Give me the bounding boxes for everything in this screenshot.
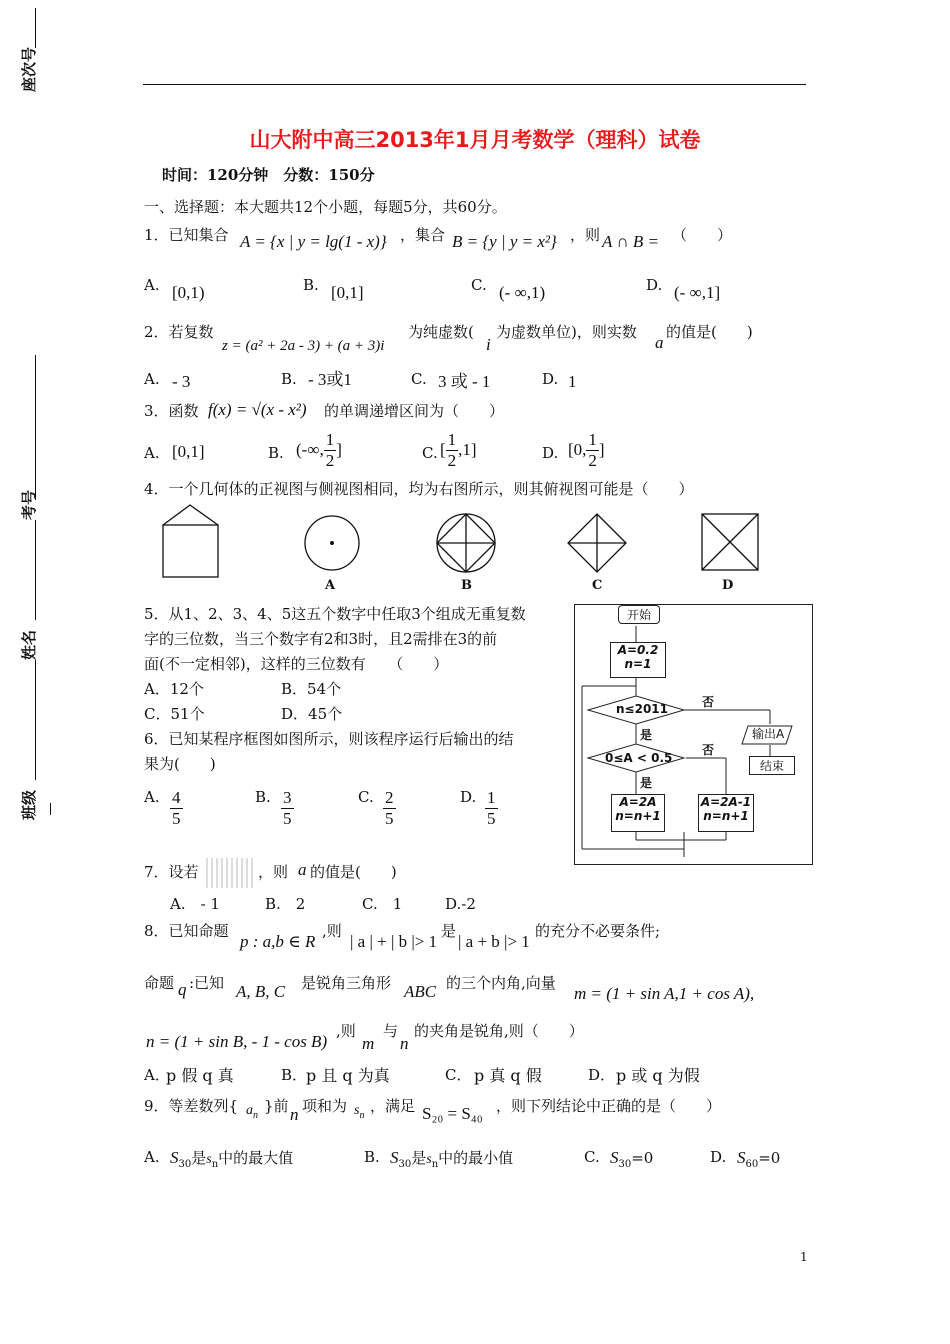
q1-opt-d: D.: [646, 276, 663, 294]
q3-opt-b: B.: [268, 444, 284, 462]
q7-a: a: [298, 860, 307, 879]
q3-end: 的单调递增区间为（ ）: [324, 402, 505, 420]
q1-set-b: B = {y | y = x²}: [452, 232, 557, 251]
q8-opt-b-val: p 且 q 为真: [306, 1066, 390, 1085]
flow-yes-1: 是: [640, 728, 653, 742]
q1-set-a: A = {x | y = lg(1 - x)}: [240, 232, 387, 251]
q9-opt-b-val: $S_{30}$是$s_n$中的最小值: [390, 1148, 514, 1170]
q7-garbled-formula: [206, 858, 256, 888]
q8-abc: A, B, C: [236, 982, 286, 1001]
q3-opt-d-val: [0, $\frac{1}{2}$ ]: [568, 430, 605, 471]
q5-opt-c: C．51个: [144, 705, 205, 723]
q3-prefix: 3．函数: [144, 402, 199, 420]
q8-is: 是: [441, 922, 457, 940]
q8-opt-d: D．: [588, 1066, 616, 1084]
q8-tri: ABC: [404, 982, 437, 1001]
q6-opt-d-val: $\frac{1}{5}$: [487, 788, 496, 829]
page-number: 1: [800, 1250, 808, 1264]
q2-mid2: 为虚数单位)，则实数: [496, 323, 637, 341]
option-d-figure: [702, 514, 758, 570]
q2-prefix: 2．若复数: [144, 323, 214, 341]
q2-mid: 为纯虚数(: [408, 323, 474, 341]
exam-meta: 时间：120分钟 分数：150分: [162, 166, 375, 184]
binding-line-top: [35, 8, 36, 48]
header-rule: [143, 84, 806, 85]
flow-end: 结束: [749, 756, 795, 775]
q8-l2d: 的三个内角,向量: [446, 974, 556, 992]
q6-line1: 6．已知某程序框图如图所示，则该程序运行后输出的结: [144, 730, 514, 748]
q4-label-c: C: [592, 578, 603, 593]
q4-label-b: B: [461, 578, 472, 593]
flow-init: [610, 642, 666, 678]
flow-init-a: A=0.2: [617, 643, 659, 657]
q2-opt-b-val: - 3或1: [308, 370, 352, 389]
front-view-figure: [163, 505, 218, 577]
q8-opt-c-val: p 真 q 假: [474, 1066, 542, 1085]
flow-output: 输出A: [752, 727, 785, 741]
q9-opt-c: C.: [584, 1148, 600, 1166]
q7-end: 的值是( ): [310, 863, 397, 881]
q1-opt-b-val: [0,1]: [331, 283, 364, 302]
q3-opt-c: C.: [422, 444, 438, 462]
q9-opt-c-val: $S_{30}=0$: [610, 1148, 654, 1170]
q8-p: p : a,b ∈ R: [240, 932, 316, 951]
flow-no-2: 否: [702, 743, 715, 757]
binding-line-name: [35, 520, 36, 620]
flow-branch-2: A=2A-1 n=n+1: [698, 794, 754, 832]
q3-expr: f(x) = √(x - x²): [208, 400, 307, 419]
name-label: 姓名: [20, 629, 38, 660]
q5-line1: 5．从1、2、3、4、5这五个数字中任取3个组成无重复数: [144, 605, 526, 623]
q2-end: 的值是( ): [666, 323, 753, 341]
option-c-figure: [568, 514, 626, 572]
q6-opt-d: D.: [460, 788, 477, 806]
q1-opt-a-val: [0,1): [172, 283, 205, 302]
q8-prefix: 8．已知命题: [144, 922, 229, 940]
q7-mid: ，则: [258, 863, 289, 881]
seat-label: 座次号: [20, 46, 38, 92]
q7-prefix: 7．设若: [144, 863, 199, 881]
q9-opt-d: D.: [710, 1148, 727, 1166]
flow-no-1: 否: [702, 695, 715, 709]
class-label: 班级: [20, 789, 38, 820]
q1-mid: ，集合: [400, 226, 446, 244]
q9-eq: S₂₀ = S₄₀: [422, 1104, 483, 1123]
q1-opt-d-val: (- ∞,1]: [674, 283, 721, 302]
flow-branch-1: A=2A n=n+1: [611, 794, 665, 832]
q8-l3b: 与: [383, 1022, 399, 1040]
page-title: 山大附中高三2013年1月月考数学（理科）试卷: [249, 128, 701, 152]
q2-opt-a-val: - 3: [172, 372, 191, 391]
q5-opt-a: A．12个: [144, 680, 204, 698]
q8-l2a: 命题: [144, 974, 175, 992]
q6-opt-a: A.: [144, 788, 160, 806]
q7-opt-a: A. - 1: [170, 895, 220, 913]
q8-q: q: [178, 980, 187, 999]
q8-e2: | a + b |> 1: [458, 932, 530, 951]
q7-opt-c: C. 1: [362, 895, 403, 913]
q1-opt-a: A.: [144, 276, 160, 294]
flow-init-n: n=1: [624, 657, 652, 671]
q8-l3a: ,则: [336, 1022, 356, 1040]
q1-prefix: 1．已知集合: [144, 226, 229, 244]
section-heading: 一、选择题：本大题共12个小题，每题5分，共60分。: [144, 198, 507, 216]
flow-cond2: 0≤A < 0.5: [605, 751, 673, 765]
q9-mid: }前: [264, 1097, 289, 1115]
q1-paren: （ ）: [672, 226, 733, 244]
q2-opt-c-val: 3 或 - 1: [438, 372, 491, 391]
q2-opt-b: B.: [281, 370, 297, 388]
q3-opt-a: A.: [144, 444, 160, 462]
q1-opt-b: B.: [303, 276, 319, 294]
q4-text: 4．一个几何体的正视图与侧视图相同，均为右图所示，则其俯视图可能是（ ）: [144, 480, 694, 498]
q9-mid2: 项和为: [302, 1097, 348, 1115]
q9-an: $a_n$: [246, 1103, 258, 1121]
option-b-figure: [437, 514, 495, 572]
q1-opt-c-val: (- ∞,1): [499, 283, 546, 302]
q9-sn: $s_n$: [354, 1103, 365, 1121]
q2-opt-c: C.: [411, 370, 427, 388]
q3-opt-b-val: (-∞, $\frac{1}{2}$ ]: [296, 430, 342, 471]
q8-opt-d-val: p 或 q 为假: [616, 1066, 700, 1085]
q5-line2: 字的三位数，当三个数字有2和3时，且2需排在3的前: [144, 630, 498, 648]
q5-opt-b: B．54个: [281, 680, 342, 698]
q2-i: i: [486, 335, 491, 354]
q6-opt-b: B.: [255, 788, 271, 806]
flow-start: 开始: [618, 605, 660, 624]
q1-opt-c: C.: [471, 276, 487, 294]
q2-a: a: [655, 333, 664, 352]
flow-cond1: n≤2011: [616, 702, 668, 716]
q8-mvec: m = (1 + sin A,1 + cos A),: [574, 984, 755, 1003]
q9-end: ，则下列结论中正确的是（ ）: [496, 1097, 722, 1115]
q9-opt-b: B.: [364, 1148, 380, 1166]
q1-then: ，则: [570, 226, 601, 244]
q7-opt-d: D.-2: [445, 895, 476, 913]
q8-end: 的充分不必要条件;: [535, 922, 661, 940]
q6-opt-c: C.: [358, 788, 374, 806]
option-a-dot: [330, 541, 334, 545]
q2-opt-d-val: 1: [568, 372, 577, 391]
q7-opt-b: B. 2: [265, 895, 306, 913]
q2-opt-d: D.: [542, 370, 559, 388]
q8-l2b: :已知: [189, 974, 225, 992]
q3-opt-a-val: [0,1]: [172, 442, 205, 461]
q8-opt-c: C．: [445, 1066, 472, 1084]
q8-e1: | a | + | b |> 1: [350, 932, 438, 951]
q6-opt-b-val: $\frac{3}{5}$: [283, 788, 292, 829]
q8-opt-a-val: p 假 q 真: [166, 1066, 234, 1085]
q4-label-d: D: [722, 578, 734, 593]
q9-opt-d-val: $S_{60}=0$: [737, 1148, 781, 1170]
q8-m: m: [362, 1034, 375, 1053]
class-dash: [50, 803, 51, 815]
q3-opt-c-val: [ $\frac{1}{2}$ ,1]: [440, 430, 477, 471]
q9-opt-a-val: $S_{30}$是$s_n$中的最大值: [170, 1148, 294, 1170]
q8-l2c: 是锐角三角形: [301, 974, 392, 992]
q9-n: n: [290, 1105, 299, 1124]
q3-opt-d: D.: [542, 444, 559, 462]
binding-line-mid: [35, 355, 36, 500]
q8-opt-b: B．: [281, 1066, 308, 1084]
q6-opt-a-val: $\frac{4}{5}$: [172, 788, 181, 829]
q6-opt-c-val: $\frac{2}{5}$: [385, 788, 394, 829]
q8-n: n: [400, 1034, 409, 1053]
q8-then: ,则: [322, 922, 342, 940]
flow-yes-2: 是: [640, 776, 653, 790]
q2-opt-a: A.: [144, 370, 160, 388]
binding-line-class: [35, 660, 36, 780]
q8-l3c: 的夹角是锐角,则（ ）: [414, 1022, 584, 1040]
q5-opt-d: D．45个: [281, 705, 343, 723]
exam-no-label: 考号: [20, 489, 38, 520]
q9-prefix: 9．等差数列{: [144, 1097, 239, 1115]
q6-line2: 果为( ): [144, 755, 216, 773]
q1-expr: A ∩ B =: [602, 232, 659, 251]
q8-nvec: n = (1 + sin B, - 1 - cos B): [146, 1032, 328, 1051]
q2-expr: z = (a² + 2a - 3) + (a + 3)i: [222, 338, 385, 354]
q5-line3: 面(不一定相邻)，这样的三位数有 （ ）: [144, 655, 449, 673]
q9-mid3: ，满足: [370, 1097, 416, 1115]
q4-label-a: A: [325, 578, 336, 593]
q8-opt-a: A．: [144, 1066, 170, 1084]
q9-opt-a: A.: [144, 1148, 160, 1166]
